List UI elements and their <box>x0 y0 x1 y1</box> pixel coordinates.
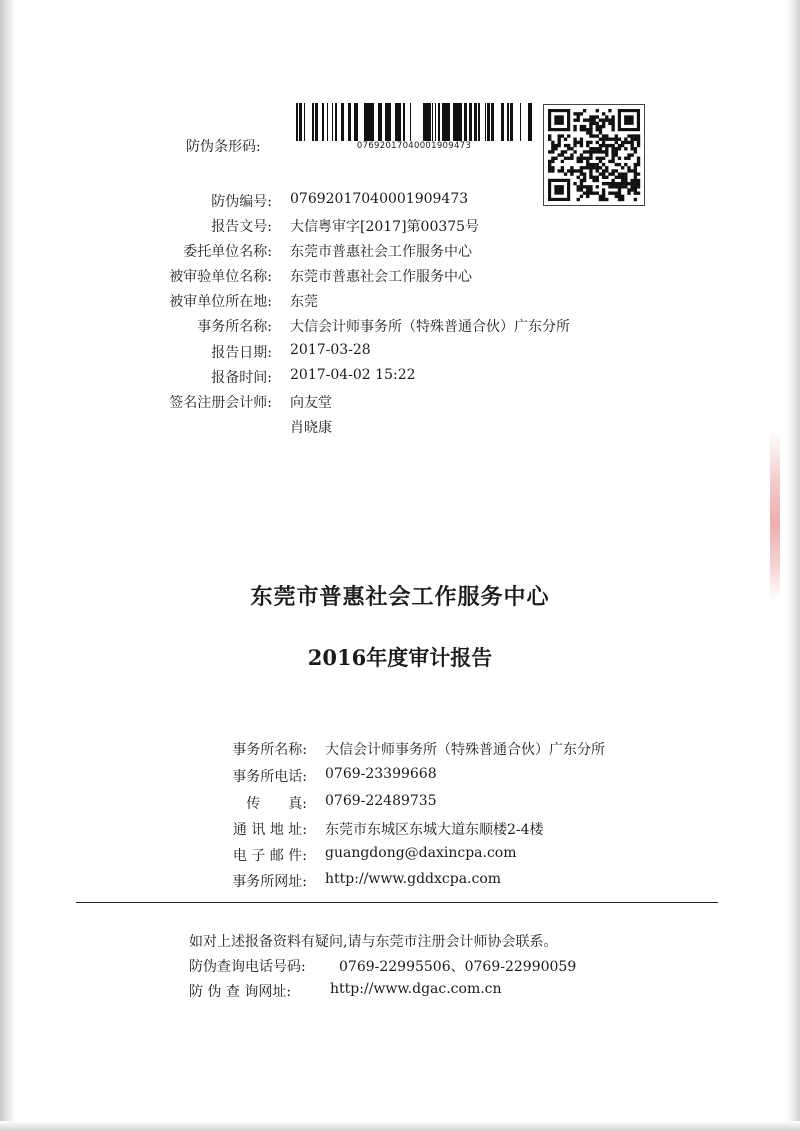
signing-cpa-1: 向友堂 <box>290 395 332 411</box>
report-number: 大信粤审字[2017]第00375号 <box>290 219 480 235</box>
firm-label: 事务所电话: <box>232 769 307 785</box>
firm-label: 事务所网址: <box>232 874 307 890</box>
firm-email: guangdong@daxincpa.com <box>325 845 517 861</box>
barcode-number: 07692017040001909473 <box>356 141 472 151</box>
footer-web-label: 防 伪 查 询网址: <box>189 984 292 1000</box>
info-label: 委托单位名称: <box>183 244 272 260</box>
firm-label: 电 子 邮 件: <box>232 848 307 864</box>
qr-code <box>543 104 645 206</box>
filing-time: 2017-04-02 15:22 <box>290 367 416 383</box>
signing-cpa-2: 肖晓康 <box>290 420 332 436</box>
firm-name-value: 大信会计师事务所（特殊普通合伙）广东分所 <box>325 742 605 758</box>
info-label: 报备时间: <box>211 370 272 386</box>
firm-website: http://www.gddxcpa.com <box>325 871 502 887</box>
footer-notice: 如对上述报备资料有疑问,请与东莞市注册会计师协会联系。 <box>189 934 558 950</box>
scan-edge-bottom <box>0 1121 800 1131</box>
organization-title: 东莞市普惠社会工作服务中心 <box>250 584 550 610</box>
firm-address: 东莞市东城区东城大道东顺楼2-4楼 <box>325 822 544 838</box>
info-label: 被审验单位名称: <box>169 269 272 285</box>
report-date: 2017-03-28 <box>290 342 371 358</box>
info-label: 报告日期: <box>211 345 272 361</box>
client-name: 东莞市普惠社会工作服务中心 <box>290 244 472 260</box>
footer-phone-value: 0769-22995506、0769-22990059 <box>339 959 577 975</box>
firm-fax: 0769-22489735 <box>325 793 437 809</box>
report-title: 2016年度审计报告 <box>307 645 493 670</box>
barcode-label: 防伪条形码: <box>186 139 261 155</box>
footer-phone-label: 防伪查询电话号码: <box>189 959 306 975</box>
info-label: 防伪编号: <box>211 194 272 210</box>
anti-counterfeit-number: 07692017040001909473 <box>290 191 469 207</box>
scan-edge-right <box>786 0 800 1131</box>
seal-edge-mark <box>770 430 780 600</box>
firm-label: 传 真: <box>246 796 307 812</box>
info-label: 签名注册会计师: <box>169 395 272 411</box>
audited-entity-name: 东莞市普惠社会工作服务中心 <box>290 269 472 285</box>
firm-name: 大信会计师事务所（特殊普通合伙）广东分所 <box>290 319 570 335</box>
info-label: 报告文号: <box>211 219 272 235</box>
qr-code-pattern <box>544 105 644 205</box>
barcode <box>296 103 532 153</box>
footer-web-value: http://www.dgac.com.cn <box>330 981 502 997</box>
firm-label: 事务所名称: <box>232 742 307 758</box>
audited-entity-location: 东莞 <box>290 294 318 310</box>
barcode-bars <box>296 103 532 141</box>
scan-edge-left <box>0 0 16 1131</box>
firm-label: 通 讯 地 址: <box>232 822 307 838</box>
info-label: 事务所名称: <box>197 319 272 335</box>
firm-phone: 0769-23399668 <box>325 766 437 782</box>
info-label: 被审单位所在地: <box>169 294 272 310</box>
divider <box>76 902 718 903</box>
